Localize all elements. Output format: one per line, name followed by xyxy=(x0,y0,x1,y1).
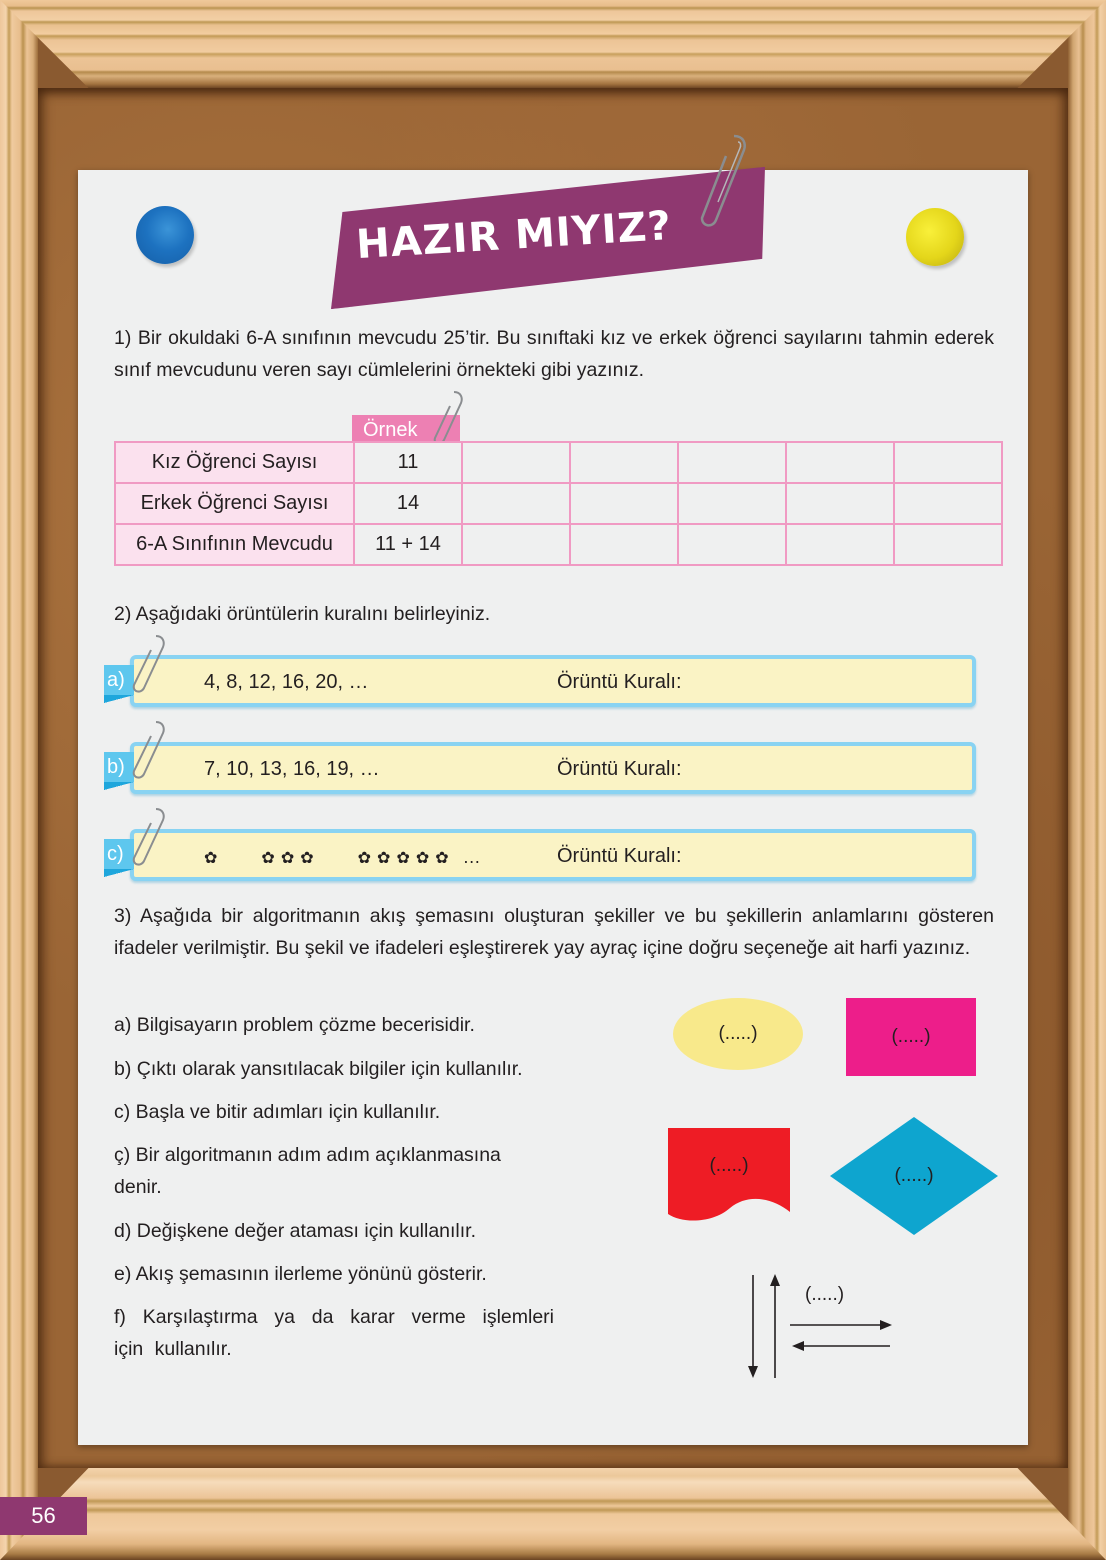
pattern-label: b) xyxy=(104,752,134,782)
flower-icon: ✿ xyxy=(300,850,314,867)
answer-blank[interactable]: (.....) xyxy=(718,1023,758,1044)
answer-cell[interactable] xyxy=(894,483,1002,524)
flower-icon: ✿ xyxy=(415,850,430,867)
answer-blank[interactable]: (.....) xyxy=(894,1165,934,1186)
answer-cell[interactable] xyxy=(786,442,894,483)
pattern-sequence: 7, 10, 13, 16, 19, … xyxy=(204,758,380,780)
page-number: 56 xyxy=(0,1497,87,1535)
table-row xyxy=(115,524,1002,565)
answer-cell[interactable] xyxy=(786,483,894,524)
row-label: 6-A Sınıfının Mevcudu xyxy=(115,524,354,565)
option-f: f) Karşılaştırma ya da karar verme işlemleri için kullanılır. xyxy=(114,1306,554,1360)
pattern-box xyxy=(130,829,976,881)
answer-cell[interactable] xyxy=(678,483,786,524)
answer-cell[interactable] xyxy=(462,483,570,524)
answer-cell[interactable] xyxy=(894,524,1002,565)
pattern-b xyxy=(104,742,976,794)
pattern-rule-label: Örüntü Kuralı: xyxy=(557,758,682,780)
paperclip-icon xyxy=(128,718,168,782)
option-b: b) Çıktı olarak yansıtılacak bilgiler için kullanılır. xyxy=(114,1058,523,1080)
option-d: d) Değişkene değer ataması için kullanılır. xyxy=(114,1220,477,1242)
flower-icon: ✿ xyxy=(377,850,391,867)
flower-icon: ✿ xyxy=(204,850,218,867)
ellipse-shape xyxy=(673,998,803,1070)
pattern-box xyxy=(130,655,976,707)
option-cc: ç) Bir algoritmanın adım adım açıklanmasına denir. xyxy=(114,1144,501,1198)
pattern-label: a) xyxy=(104,665,134,695)
answer-blank[interactable]: (.....) xyxy=(891,1026,931,1047)
answer-cell[interactable] xyxy=(894,442,1002,483)
example-cell: 14 xyxy=(354,483,462,524)
frame-right xyxy=(1068,0,1106,1560)
question-3-text: 3) Aşağıda bir algoritmanın akış şemasını oluşturan şekiller ve bu şekillerin anlamlarını gösteren ifadeler verilmiştir. Bu şekil ve ifadeleri eşleştirerek yay ayraç içine doğru seçeneğe ait harfi yazınız. xyxy=(114,905,994,959)
flower-icon: ✿ xyxy=(280,850,295,867)
row-label: Kız Öğrenci Sayısı xyxy=(115,442,354,483)
table-row xyxy=(115,442,1002,483)
document-shape xyxy=(668,1128,790,1224)
pattern-rule-label: Örüntü Kuralı: xyxy=(557,845,682,867)
answer-cell[interactable] xyxy=(462,442,570,483)
flower-icon: ✿ xyxy=(435,850,449,867)
answer-blank[interactable]: (.....) xyxy=(805,1284,845,1305)
shape-pattern xyxy=(204,846,481,869)
diamond-shape xyxy=(830,1117,998,1235)
pattern-a xyxy=(104,655,976,707)
pattern-label: c) xyxy=(104,839,134,869)
answer-cell[interactable] xyxy=(462,524,570,565)
option-e: e) Akış şemasının ilerleme yönünü gösterir. xyxy=(114,1263,487,1285)
paperclip-icon xyxy=(428,388,468,448)
answer-cell[interactable] xyxy=(678,524,786,565)
frame-left xyxy=(0,0,38,1560)
option-a: a) Bilgisayarın problem çözme becerisidir. xyxy=(114,1014,475,1036)
example-cell: 11 xyxy=(354,442,462,483)
row-label: Erkek Öğrenci Sayısı xyxy=(115,483,354,524)
ellipsis: … xyxy=(462,847,481,867)
paperclip-icon xyxy=(694,132,754,232)
option-c: c) Başla ve bitir adımları için kullanılır. xyxy=(114,1101,441,1123)
answer-cell[interactable] xyxy=(570,483,678,524)
student-count-table xyxy=(114,441,1003,566)
answer-blank[interactable]: (.....) xyxy=(709,1155,749,1176)
question-2-text: 2) Aşağıdaki örüntülerin kuralını belirleyiniz. xyxy=(114,603,491,625)
pattern-c xyxy=(104,829,976,881)
frame-bottom xyxy=(0,1468,1106,1560)
rectangle-shape xyxy=(846,998,976,1076)
pattern-rule-label: Örüntü Kuralı: xyxy=(557,671,682,693)
frame-top xyxy=(0,0,1106,88)
answer-cell[interactable] xyxy=(570,442,678,483)
pattern-sequence: 4, 8, 12, 16, 20, … xyxy=(204,671,369,693)
question-1-text: 1) Bir okuldaki 6-A sınıfının mevcudu 25’tir. Bu sınıftaki kız ve erkek öğrenci sayılarını tahmin ederek sınıf mevcudunu veren sayı cümlelerini örnekteki gibi yazınız. xyxy=(114,327,994,381)
flower-icon: ✿ xyxy=(396,850,410,867)
example-cell: 11 + 14 xyxy=(354,524,462,565)
table-row xyxy=(115,483,1002,524)
paperclip-icon xyxy=(128,632,168,696)
flower-icon: ✿ xyxy=(261,850,275,867)
answer-cell[interactable] xyxy=(570,524,678,565)
blue-pushpin-icon xyxy=(136,206,194,264)
paperclip-icon xyxy=(128,805,168,869)
answer-cell[interactable] xyxy=(786,524,894,565)
answer-cell[interactable] xyxy=(678,442,786,483)
flower-icon: ✿ xyxy=(357,850,372,867)
yellow-pushpin-icon xyxy=(906,208,964,266)
page-title: HAZIR MIYIZ? xyxy=(354,202,673,269)
example-tab: Örnek xyxy=(352,415,460,443)
pattern-box xyxy=(130,742,976,794)
